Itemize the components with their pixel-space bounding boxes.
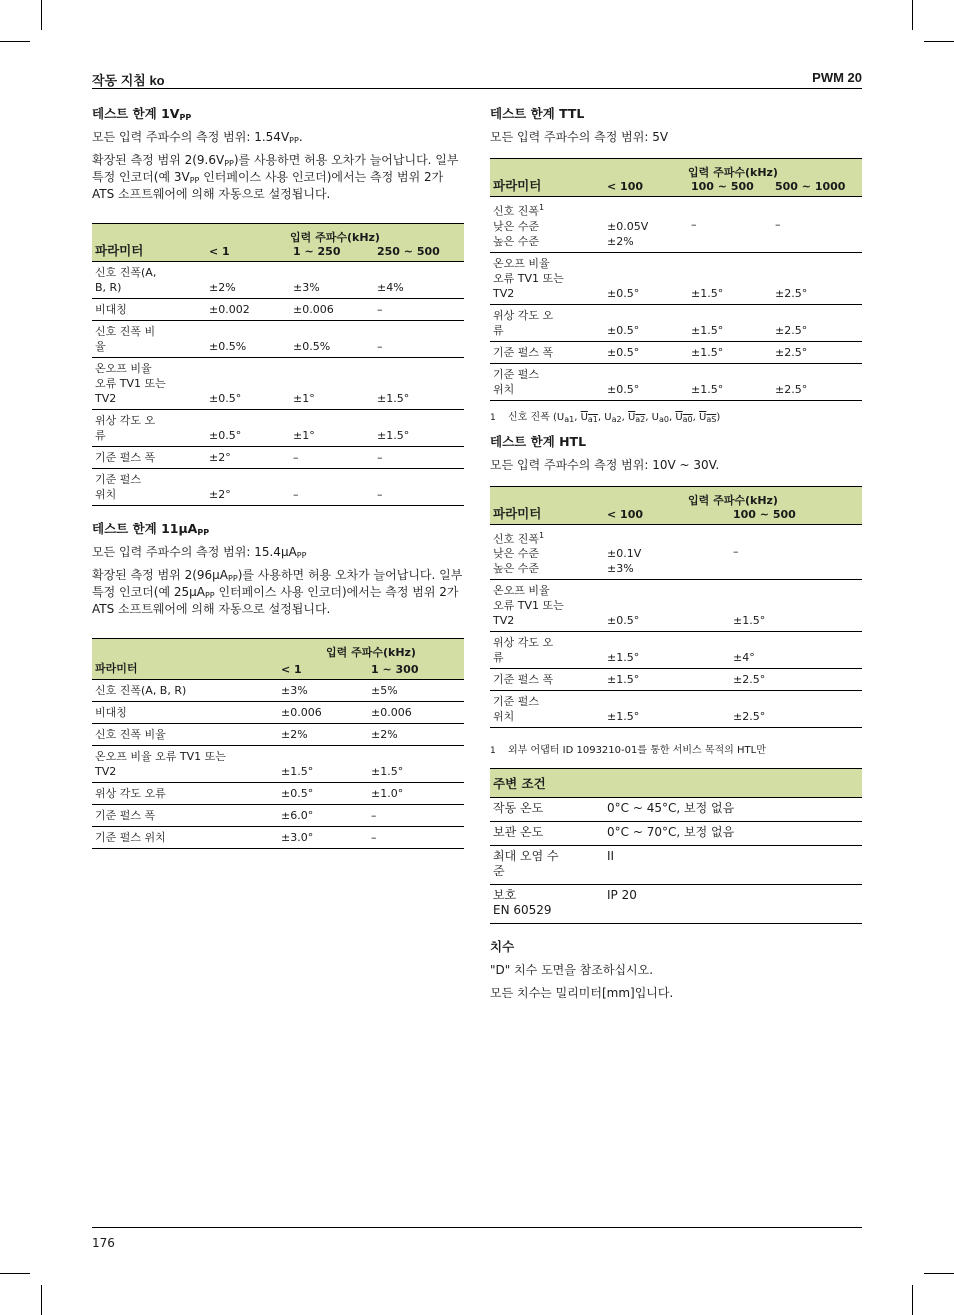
table-row [92,410,464,447]
section-title-ttl: 테스트 한계 TTL [490,106,585,121]
table-row [490,691,862,728]
left-column [92,105,464,849]
env-label: 보관 온도 [490,822,604,846]
row-label: 위상 각도 오 류 [490,304,604,341]
row-value: ±1.5° [688,252,772,304]
page-number: 176 [92,1236,115,1250]
table-col-header: 1 ~ 300 [368,660,464,680]
section-title-11ua: 테스트 한계 11µA$_{PP}$ [92,521,210,537]
env-value: 0°C ~ 70°C, 보정 없음 [604,822,862,846]
row-label: 위상 각도 오류 [92,783,278,805]
row-value: ±2° [206,447,290,469]
row-label: 기준 펄스 폭 [490,341,604,363]
row-label: 온오프 비율 오류 TV1 또는 TV2 [92,358,206,410]
row-label: 온오프 비율 오류 TV1 또는 TV2 [92,746,278,783]
table-col-header: < 1 [278,660,368,680]
table-param-header: 파라미터 [490,486,604,524]
crop-mark-tr-v [912,0,913,30]
row-value: ±1.5° [730,580,862,632]
row-value: ±3.0° [278,827,368,849]
row-value: ±6.0° [278,805,368,827]
table-row [490,798,862,822]
row-label: 기준 펄스 폭 [92,447,206,469]
dimensions-text-1: "D" 치수 도면을 참조하십시오. [490,963,654,978]
row-label: 위상 각도 오 류 [490,632,604,669]
table-row [92,724,464,746]
row-label: 신호 진폭$^1$ 낮은 수준 높은 수준 [490,197,604,253]
row-label: 온오프 비율 오류 TV1 또는 TV2 [490,252,604,304]
row-label: 위상 각도 오 류 [92,410,206,447]
row-value: ±0.5° [206,358,290,410]
table-row [490,304,862,341]
row-value: ±0.5° [278,783,368,805]
section-title-htl: 테스트 한계 HTL [490,433,587,449]
row-value: ±1.0° [368,783,464,805]
table-group-header: 입력 주파수(kHz) [604,159,862,181]
row-value: ±0.5° [604,363,688,400]
row-value: ±2° [206,469,290,506]
table-group-header: 입력 주파수(kHz) [278,639,464,661]
row-value: ±1.5° [374,410,464,447]
row-label: 신호 진폭 비율 [92,724,278,746]
row-label: 기준 펄스 폭 [92,805,278,827]
row-label: 기준 펄스 위치 [490,691,604,728]
table-row [490,846,862,885]
table-row [92,702,464,724]
row-value: ±1.5° [604,691,730,728]
row-value: ±0.006 [290,299,374,321]
table-group-header: 입력 주파수(kHz) [604,486,862,508]
row-value: ±0.5° [604,580,730,632]
table-row [92,805,464,827]
row-value: ±0.002 [206,299,290,321]
row-value: ±1.5° [688,363,772,400]
table-row [92,469,464,506]
row-value: ±1.5° [604,669,730,691]
row-value: ±2.5° [730,691,862,728]
table-col-header: 1 ~ 250 [290,245,374,262]
row-value: ±4° [730,632,862,669]
table-ttl [490,158,862,401]
row-value: – [290,447,374,469]
table-param-header: 파라미터 [92,224,206,262]
range-text-ttl: 모든 입력 주파수의 측정 범위: 5V [490,130,669,144]
row-label: 신호 진폭(A, B, R) [92,262,206,299]
row-label: 기준 펄스 위치 [92,469,206,506]
table-col-header: 250 ~ 500 [374,245,464,262]
row-label: 비대칭 [92,702,278,724]
table-row [490,341,862,363]
crop-mark-tl-v [41,0,42,30]
table-row [490,885,862,924]
row-value: ±0.05V ±2% [604,197,688,253]
row-label: 온오프 비율 오류 TV1 또는 TV2 [490,580,604,632]
table-col-header: < 1 [206,245,290,262]
table-col-header: < 100 [604,180,688,197]
table-row [490,252,862,304]
right-column [490,105,862,1008]
table-row [92,262,464,299]
row-label: 신호 진폭 비 율 [92,321,206,358]
crop-mark-br-h [924,1273,954,1274]
extended-range-text-1vpp: 확장된 측정 범위 $2(9.6V_{PP})$를 사용하면 허용 오차가 늘어납니다. 일부 특정 인코더(예 $3V_{PP}$ 인터페이스 사용 인코더)에서는 측정 범위 2가 ATS 소프트웨어에 의해 자동으로 설정됩니다. [92,153,459,201]
range-text-11ua: 모든 입력 주파수의 측정 범위: 15.4µA$_{PP}$ [92,545,307,560]
row-value: ±3% [278,680,368,702]
row-value: ±1° [290,410,374,447]
row-value: ±0.5° [604,252,688,304]
row-value: ±1.5° [688,341,772,363]
header-left: 작동 지침 ko [92,73,165,88]
row-label: 기준 펄스 폭 [490,669,604,691]
row-value: ±2.5° [730,669,862,691]
dimensions-text-2: 모든 치수는 밀리미터[mm]입니다. [490,986,674,1001]
table-col-header: 100 ~ 500 [730,508,862,525]
range-text-htl: 모든 입력 주파수의 측정 범위: 10V ~ 30V. [490,457,720,472]
table-row [490,632,862,669]
table-blank-header [92,639,278,661]
footnote-htl: 1 외부 어댑터 ID 1093210-01를 통한 서비스 목적의 HTL만 [490,745,766,757]
row-label: 신호 진폭$^1$ 낮은 수준 높은 수준 [490,524,604,580]
table-param-header: 파라미터 [490,159,604,197]
row-value: – [374,321,464,358]
env-label: 보호 EN 60529 [490,885,604,924]
table-group-header: 입력 주파수(kHz) [206,224,464,246]
table-col-header: < 100 [604,508,730,525]
crop-mark-bl-v [41,1285,42,1315]
crop-mark-br-v [912,1285,913,1315]
row-value: ±2% [278,724,368,746]
row-value: ±0.5% [206,321,290,358]
table-1vpp [92,223,464,506]
row-value: ±0.5% [290,321,374,358]
row-value: ±1.5° [368,746,464,783]
row-value: – [374,447,464,469]
extended-range-text-11ua: 확장된 측정 범위 2(96µA$_{PP}$)를 사용하면 허용 오차가 늘어납니다. 일부 특정 인코더(예 25µA$_{PP}$ 인터페이스 사용 인코더)에서는 측정 범위 2가 ATS 소프트웨어에 의해 자동으로 설정됩니다. [92,568,463,616]
row-value: ±2.5° [772,252,862,304]
table-row [490,822,862,846]
row-label: 기준 펄스 위치 [92,827,278,849]
header-right: PWM 20 [812,70,862,85]
env-title: 주변 조건 [490,769,862,798]
row-value: – [368,827,464,849]
env-label: 최대 오염 수 준 [490,846,604,885]
row-label: 비대칭 [92,299,206,321]
row-value: – [374,469,464,506]
row-value: ±1.5° [688,304,772,341]
section-title-dimensions: 치수 [490,939,515,955]
env-value: 0°C ~ 45°C, 보정 없음 [604,798,862,822]
row-label: 기준 펄스 위치 [490,363,604,400]
row-value: ±0.1V ±3% [604,524,730,580]
table-row [92,447,464,469]
table-htl [490,486,862,729]
crop-mark-tl-h [0,41,30,42]
row-value: ±3% [290,262,374,299]
row-value: ±0.006 [278,702,368,724]
table-11ua [92,638,464,849]
row-value: ±1.5° [374,358,464,410]
row-value: – [290,469,374,506]
section-title-1vpp: 테스트 한계 $1V_{PP}$ [92,106,192,122]
table-row [490,580,862,632]
row-value: ±2.5° [772,304,862,341]
table-row [92,321,464,358]
row-value: ±0.5° [604,304,688,341]
row-value: ±0.5° [206,410,290,447]
page-footer [92,1227,862,1250]
row-value: ±1.5° [604,632,730,669]
env-value: IP 20 [604,885,862,924]
row-value: – [772,197,862,253]
crop-mark-bl-h [0,1273,30,1274]
table-row [490,524,862,580]
row-value: – [730,524,862,580]
table-row [92,783,464,805]
table-environment [490,768,862,924]
row-value: – [368,805,464,827]
page-header [92,68,862,89]
table-param-header: 파라미터 [92,660,278,680]
row-value: ±2% [368,724,464,746]
row-value: ±0.5° [604,341,688,363]
table-row [490,197,862,253]
table-row [92,358,464,410]
table-col-header: 500 ~ 1000 [772,180,862,197]
row-value: ±2.5° [772,341,862,363]
row-label: 신호 진폭(A, B, R) [92,680,278,702]
table-row [490,363,862,400]
row-value: – [688,197,772,253]
row-value: ±1° [290,358,374,410]
row-value: ±5% [368,680,464,702]
row-value: ±2.5° [772,363,862,400]
table-row [490,669,862,691]
row-value: ±2% [206,262,290,299]
env-value: II [604,846,862,885]
footnote-ttl: 1 신호 진폭 ($U_{a1}$, $U_{a1}$, $U_{a2}$, $U_{a2}$, $U_{a0}$, $U_{a0}$, $U_{aS}$) [490,411,721,424]
table-row [92,746,464,783]
env-label: 작동 온도 [490,798,604,822]
range-text-1vpp: 모든 입력 주파수의 측정 범위: $1.54V_{PP}$. [92,130,303,145]
table-row [92,299,464,321]
row-value: – [374,299,464,321]
table-col-header: 100 ~ 500 [688,180,772,197]
crop-mark-tr-h [924,41,954,42]
row-value: ±4% [374,262,464,299]
row-value: ±0.006 [368,702,464,724]
row-value: ±1.5° [278,746,368,783]
table-row [92,827,464,849]
table-row [92,680,464,702]
